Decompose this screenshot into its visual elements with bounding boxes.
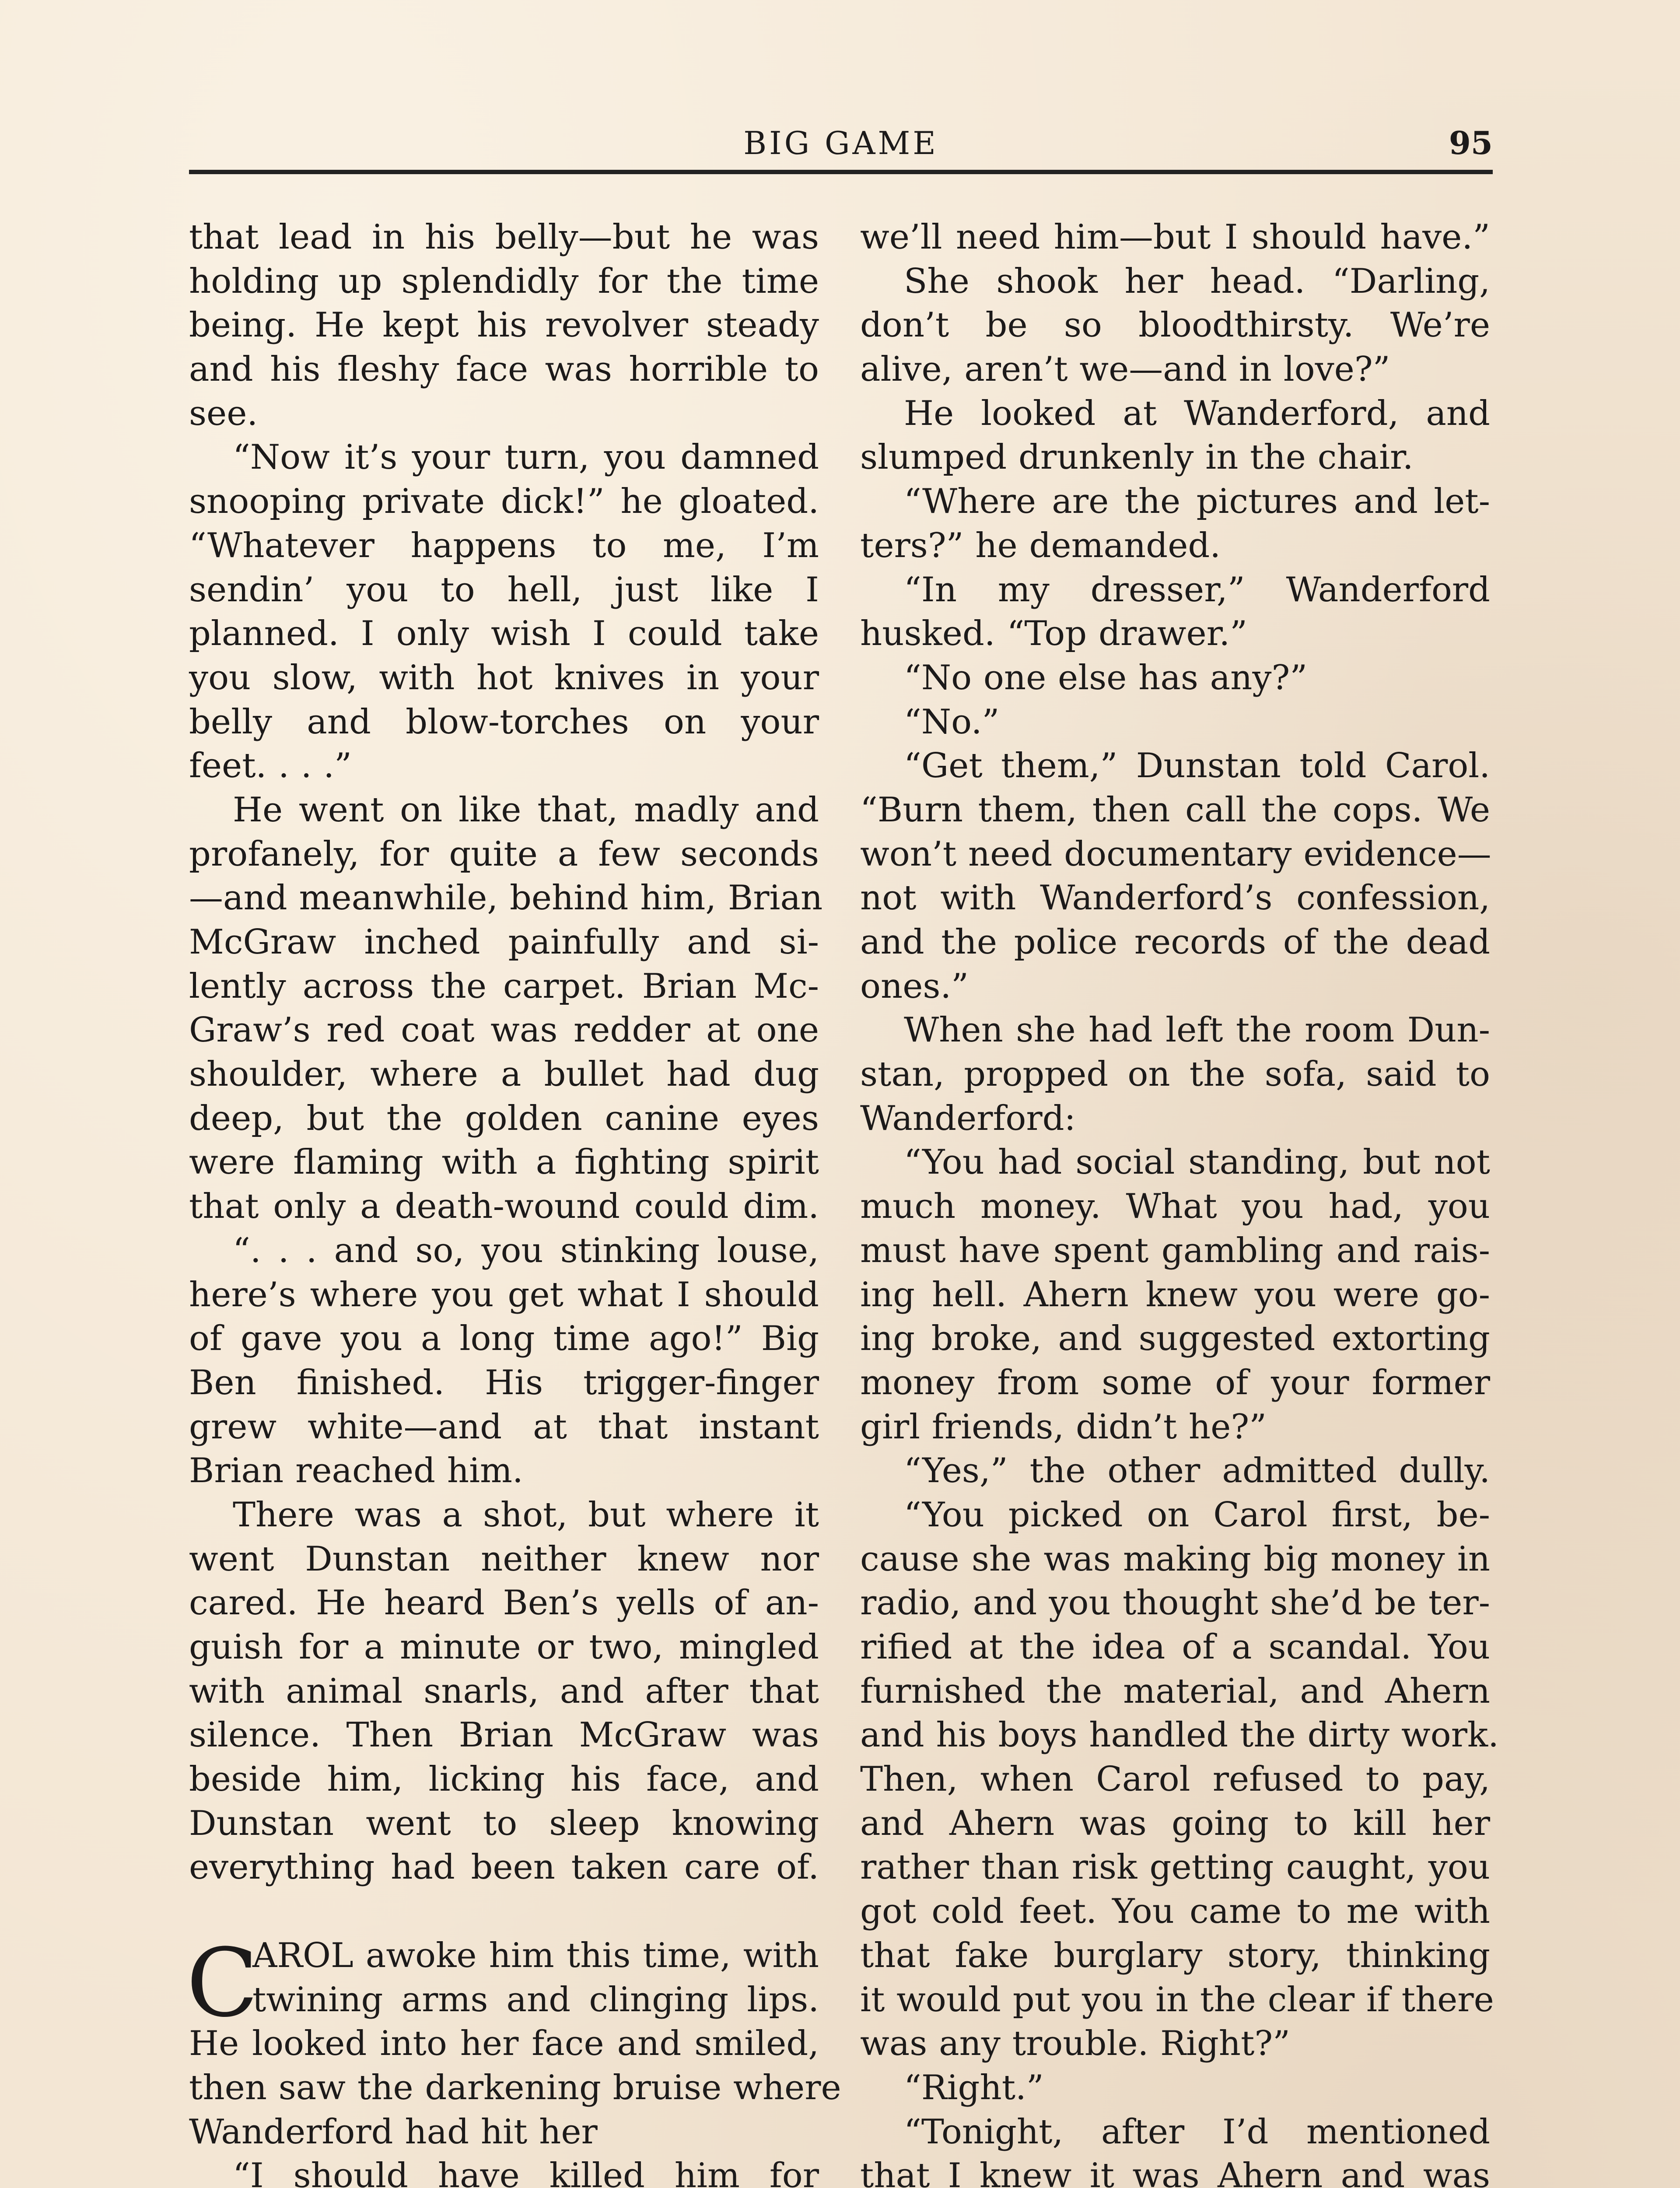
- text-line: radio, and you thought she’d be ter-: [860, 1583, 1490, 1623]
- text-line: “Right.”: [904, 2068, 1044, 2107]
- text-line: Graw’s red coat was redder at one: [189, 1010, 819, 1050]
- text-line: slumped drunkenly in the chair.: [860, 438, 1414, 477]
- text-line: snooping private dick!” he gloated.: [189, 482, 819, 522]
- text-line: “Yes,” the other admitted dully.: [904, 1451, 1490, 1491]
- text-line: sendin’ you to hell, just like I: [189, 570, 819, 610]
- text-line: with animal snarls, and after that: [189, 1671, 819, 1711]
- text-line: much money. What you had, you: [860, 1187, 1490, 1227]
- text-line: girl friends, didn’t he?”: [860, 1407, 1267, 1447]
- text-line: not with Wanderford’s confession,: [860, 878, 1490, 918]
- text-line: lently across the carpet. Brian Mc-: [189, 966, 819, 1006]
- text-line: being. He kept his revolver steady: [189, 305, 819, 345]
- right-column: [860, 215, 1499, 2188]
- text-line: won’t need documentary evidence—: [860, 834, 1491, 874]
- text-line: guish for a minute or two, mingled: [189, 1627, 819, 1667]
- text-line: must have spent gambling and rais-: [860, 1231, 1490, 1270]
- text-line: silence. Then Brian McGraw was: [189, 1715, 819, 1755]
- text-line: were flaming with a fighting spirit: [189, 1143, 819, 1182]
- text-line: Ben finished. His trigger-finger: [189, 1363, 819, 1403]
- text-line: profanely, for quite a few seconds: [189, 834, 819, 874]
- text-line: —and meanwhile, behind him, Brian: [189, 878, 823, 918]
- section-opening: [186, 1928, 841, 2188]
- page-number: 95: [1449, 124, 1493, 161]
- text-line: There was a shot, but where it: [233, 1495, 819, 1535]
- text-line: “. . . and so, you stinking louse,: [233, 1231, 819, 1270]
- drop-cap: C: [186, 1928, 259, 2038]
- text-line: holding up splendidly for the time: [189, 261, 819, 301]
- text-line: She shook her head. “Darling,: [904, 261, 1490, 301]
- text-line: and his fleshy face was horrible to: [189, 350, 819, 389]
- header-rule: [189, 170, 1493, 174]
- text-line: that lead in his belly—but he was: [189, 217, 819, 257]
- text-line: and Ahern was going to kill her: [860, 1803, 1490, 1843]
- text-line: McGraw inched painfully and si-: [189, 922, 819, 962]
- text-line: that only a death-wound could dim.: [189, 1187, 819, 1227]
- text-line: here’s where you get what I should: [189, 1275, 819, 1315]
- text-line: “Now it’s your turn, you damned: [233, 438, 819, 477]
- text-line: cared. He heard Ben’s yells of an-: [189, 1583, 819, 1623]
- text-line: AROL awoke him this time, with: [252, 1936, 819, 1975]
- text-line: feet. . . .”: [189, 746, 352, 786]
- text-line: He went on like that, madly and: [233, 790, 819, 830]
- text-line: “No.”: [904, 702, 1000, 742]
- text-line: Brian reached him.: [189, 1451, 523, 1491]
- text-line: that I knew it was Ahern and was: [860, 2156, 1490, 2188]
- text-line: twining arms and clinging lips.: [252, 1980, 819, 2020]
- text-line: deep, but the golden canine eyes: [189, 1098, 819, 1138]
- text-line: cause she was making big money in: [860, 1539, 1490, 1579]
- text-line: that fake burglary story, thinking: [860, 1936, 1490, 1975]
- text-line: “Burn them, then call the cops. We: [860, 790, 1490, 830]
- text-line: ing hell. Ahern knew you were go-: [860, 1275, 1490, 1315]
- text-line: Dunstan went to sleep knowing: [189, 1803, 819, 1843]
- text-line: He looked at Wanderford, and: [904, 393, 1490, 433]
- text-line: furnished the material, and Ahern: [860, 1671, 1490, 1711]
- text-line: “You picked on Carol first, be-: [904, 1495, 1490, 1535]
- text-line: grew white—and at that instant: [189, 1407, 819, 1447]
- text-line: everything had been taken care of.: [189, 1848, 819, 1887]
- text-line: Wanderford:: [860, 1098, 1076, 1138]
- text-line: was any trouble. Right?”: [860, 2024, 1291, 2064]
- text-line: husked. “Top drawer.”: [860, 614, 1248, 654]
- text-line: you slow, with hot knives in your: [189, 658, 819, 698]
- text-line: “Whatever happens to me, I’m: [189, 526, 819, 565]
- text-line: “Tonight, after I’d mentioned: [904, 2112, 1490, 2152]
- text-line: stan, propped on the sofa, said to: [860, 1055, 1490, 1094]
- section-break: [189, 1890, 819, 1934]
- left-column: [186, 215, 841, 2188]
- text-line: and his boys handled the dirty work.: [860, 1715, 1499, 1755]
- text-line: He looked into her face and smiled,: [189, 2024, 819, 2064]
- text-line: and the police records of the dead: [860, 922, 1490, 962]
- text-line: “In my dresser,” Wanderford: [904, 570, 1490, 610]
- text-line: beside him, licking his face, and: [189, 1760, 819, 1799]
- text-line: “I should have killed him for: [233, 2156, 819, 2188]
- text-line: “No one else has any?”: [904, 658, 1308, 698]
- text-line: it would put you in the clear if there: [860, 1980, 1494, 2020]
- text-line: Wanderford had hit her: [189, 2112, 598, 2152]
- text-line: of gave you a long time ago!” Big: [189, 1319, 819, 1359]
- text-line: shoulder, where a bullet had dug: [189, 1055, 819, 1094]
- text-line: Then, when Carol refused to pay,: [860, 1760, 1490, 1799]
- text-line: don’t be so bloodthirsty. We’re: [860, 305, 1490, 345]
- text-line: “Get them,” Dunstan told Carol.: [904, 746, 1490, 786]
- text-line: ones.”: [860, 966, 969, 1006]
- text-line: went Dunstan neither knew nor: [189, 1539, 819, 1579]
- text-line: planned. I only wish I could take: [189, 614, 819, 654]
- text-line: see.: [189, 393, 258, 433]
- text-line: ing broke, and suggested extorting: [860, 1319, 1490, 1359]
- text-line: we’ll need him—but I should have.”: [860, 217, 1490, 257]
- text-line: alive, aren’t we—and in love?”: [860, 350, 1390, 389]
- text-line: then saw the darkening bruise where: [189, 2068, 841, 2107]
- text-line: When she had left the room Dun-: [904, 1010, 1490, 1050]
- text-line: rather than risk getting caught, you: [860, 1848, 1490, 1887]
- running-title: BIG GAME: [743, 125, 938, 161]
- text-line: money from some of your former: [860, 1363, 1490, 1403]
- page-header: [189, 119, 1493, 167]
- text-line: “You had social standing, but not: [904, 1143, 1490, 1182]
- text-line: belly and blow-torches on your: [189, 702, 819, 742]
- text-line: got cold feet. You came to me with: [860, 1892, 1490, 1932]
- text-line: rified at the idea of a scandal. You: [860, 1627, 1490, 1667]
- text-line: “Where are the pictures and let-: [904, 482, 1490, 522]
- text-line: ters?” he demanded.: [860, 526, 1221, 565]
